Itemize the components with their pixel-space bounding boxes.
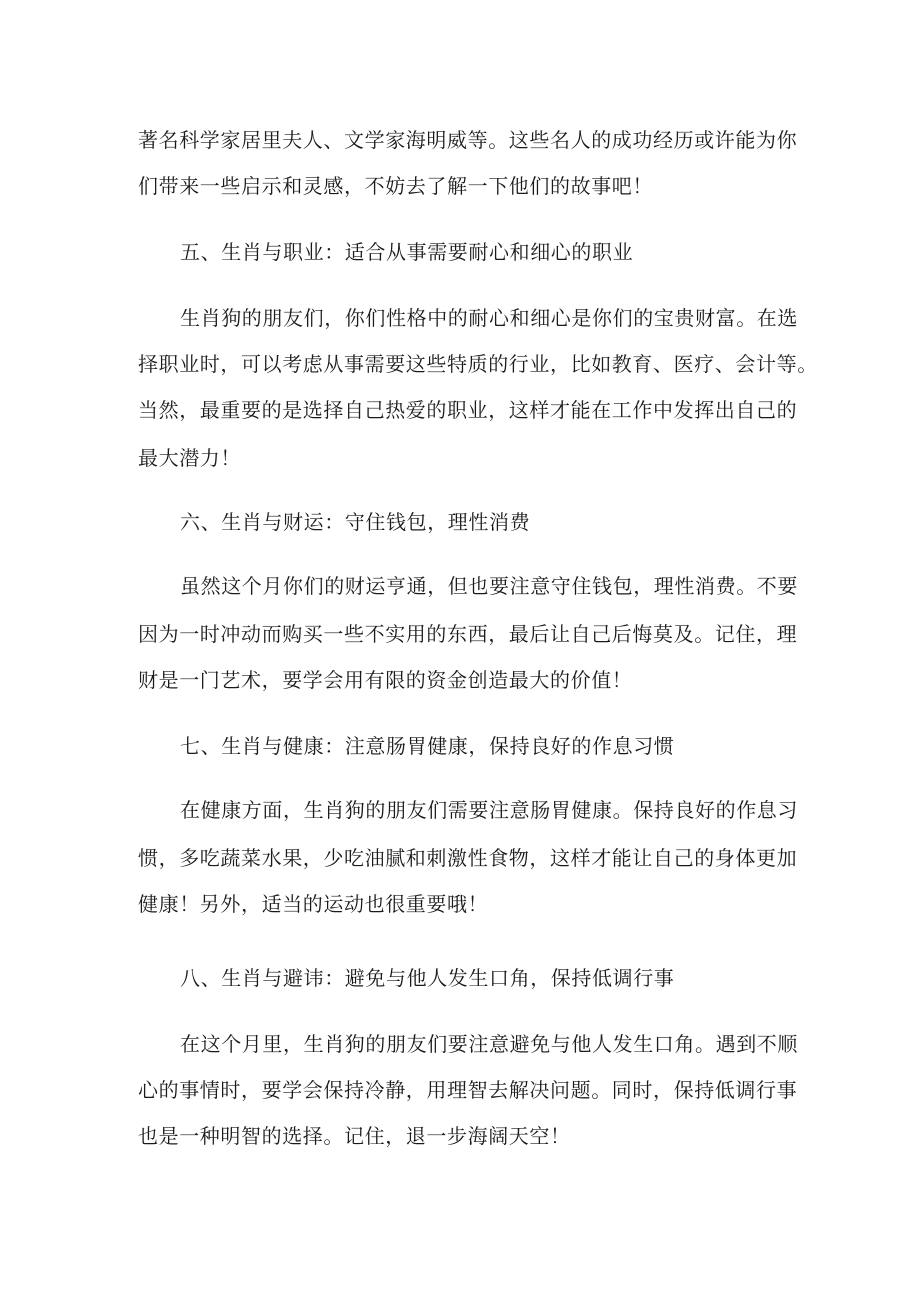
- paragraph-line: 在这个月里，生肖狗的朋友们要注意避免与他人发生口角。遇到不顺: [180, 1032, 798, 1056]
- paragraph-line: 因为一时冲动而购买一些不实用的东西，最后让自己后悔莫及。记住，理: [138, 622, 798, 646]
- paragraph-line: 择职业时，可以考虑从事需要这些特质的行业，比如教育、医疗、会计等。: [138, 352, 818, 376]
- paragraph-line: 们带来一些启示和灵感，不妨去了解一下他们的故事吧！: [138, 174, 653, 198]
- section-heading: 八、生肖与避讳：避免与他人发生口角，保持低调行事: [180, 966, 675, 990]
- paragraph-line: 惯，多吃蔬菜水果，少吃油腻和刺激性食物，这样才能让自己的身体更加: [138, 846, 798, 870]
- paragraph-line: 财是一门艺术，要学会用有限的资金创造最大的价值！: [138, 668, 633, 692]
- paragraph-line: 健康！另外，适当的运动也很重要哦！: [138, 892, 489, 916]
- section-heading: 七、生肖与健康：注意肠胃健康，保持良好的作息习惯: [180, 734, 675, 758]
- paragraph-line: 在健康方面，生肖狗的朋友们需要注意肠胃健康。保持良好的作息习: [180, 798, 798, 822]
- section-heading: 六、生肖与财运：守住钱包，理性消费: [180, 510, 531, 534]
- section-heading: 五、生肖与职业：适合从事需要耐心和细心的职业: [180, 240, 634, 264]
- paragraph-line: 当然，最重要的是选择自己热爱的职业，这样才能在工作中发挥出自己的: [138, 398, 798, 422]
- paragraph-line: 生肖狗的朋友们，你们性格中的耐心和细心是你们的宝贵财富。在选: [180, 306, 798, 330]
- paragraph-line: 心的事情时，要学会保持冷静，用理智去解决问题。同时，保持低调行事: [138, 1078, 798, 1102]
- paragraph-line: 虽然这个月你们的财运亨通，但也要注意守住钱包，理性消费。不要: [180, 574, 798, 598]
- paragraph-line: 也是一种明智的选择。记住，退一步海阔天空！: [138, 1124, 571, 1148]
- paragraph-line: 最大潜力！: [138, 446, 241, 470]
- paragraph-line: 著名科学家居里夫人、文学家海明威等。这些名人的成功经历或许能为你: [138, 128, 798, 152]
